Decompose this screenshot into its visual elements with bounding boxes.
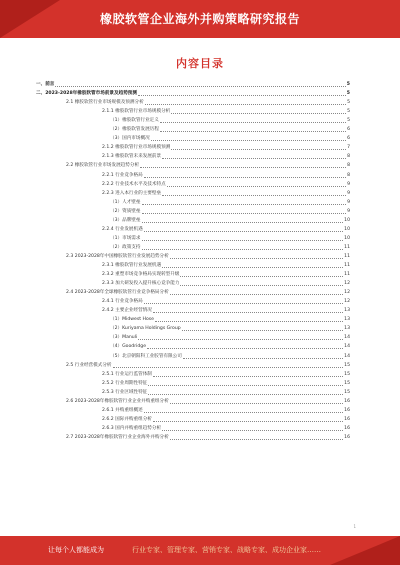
toc-entry-title: 2.1.1 橡胶软管行业市场规模分析 [102,109,171,115]
toc-dot-leader [140,167,346,168]
toc-dot-leader [180,285,343,286]
toc-entry-page: 16 [344,416,350,422]
toc-entry-title: （2）政策支持 [110,244,141,250]
toc-entry-title: 2.1 橡胶软管行业市场规模及预测分析 [66,100,144,106]
toc-entry-title: 2.2.2 行业技术水平及技术特点 [102,181,166,187]
toc-entry-page: 6 [347,136,350,142]
toc-entry[interactable] [66,433,350,442]
toc-dot-leader [183,358,343,359]
toc-entry-page: 8 [347,154,350,160]
toc-entry-title: 2.2.4 行业发展机遇 [102,226,143,232]
toc-entry-page: 5 [347,109,350,115]
report-title: 橡胶软管企业海外并购策略研究报告 [99,12,300,26]
toc-entry-page: 12 [344,290,350,296]
toc-entry[interactable] [110,134,350,143]
toc-dot-leader [145,104,346,105]
toc-heading: 内容目录 [176,57,224,70]
toc-entry[interactable] [102,297,350,306]
toc-entry[interactable] [102,107,350,116]
toc-entry-page: 13 [344,326,350,332]
footer-bar [0,536,400,565]
toc-entry[interactable] [102,143,350,152]
toc-entry-page: 11 [344,253,350,259]
toc-entry-page: 16 [344,425,350,431]
toc-dot-leader [162,195,346,196]
toc-entry-title: 2.5.2 行业周期性特征 [102,380,148,386]
toc-entry-title: 2.7 2023-2028年橡胶软管行业企业海外并购分析 [66,434,169,440]
toc-entry[interactable] [110,207,350,216]
toc-dot-leader [171,113,346,114]
toc-entry[interactable] [66,397,350,406]
toc-entry-page: 15 [344,389,350,395]
toc-dot-leader [148,394,343,395]
toc-entry-page: 5 [347,118,350,124]
toc-entry[interactable] [102,171,350,180]
toc-entry[interactable] [102,279,350,288]
toc-entry-page: 11 [344,272,350,278]
toc-dot-leader [162,158,346,159]
footer-corner-decoration [330,536,400,565]
toc-entry-title: 2.6.2 国际并购重组分析 [102,416,152,422]
toc-dot-leader [138,339,343,340]
toc-dot-leader [142,213,347,214]
toc-dot-leader [170,403,343,404]
toc-entry[interactable] [110,315,350,324]
toc-dot-leader [142,240,344,241]
toc-dot-leader [144,231,343,232]
toc-entry-title: （3）品牌壁垒 [110,217,141,223]
toc-dot-leader [155,321,343,322]
toc-entry-page: 15 [344,371,350,377]
toc-entry-title: （2）橡胶软管发展历程 [110,127,159,133]
toc-entry[interactable] [110,216,350,225]
toc-entry-title: （4）Goodridge [110,344,147,350]
toc-entry-page: 15 [344,380,350,386]
toc-entry[interactable] [102,270,350,279]
toc-dot-leader [180,276,343,277]
toc-dot-leader [160,131,346,132]
toc-entry[interactable] [110,324,350,333]
toc-entry[interactable] [102,406,350,415]
toc-entry[interactable] [66,252,350,261]
toc-entry[interactable] [102,180,350,189]
toc-entry-title: （1）人才壁垒 [110,199,141,205]
toc-dot-leader [142,204,347,205]
toc-dot-leader [162,267,343,268]
toc-dot-leader [170,439,343,440]
toc-entry-title: 2.6 2023-2028年橡胶软管行业企业并购重组分析 [66,398,169,404]
footer-slogan-right: 行业专家、管理专家、营销专家、战略专家、成功企业家…… [132,546,321,554]
toc-dot-leader [138,95,346,96]
toc-entry[interactable] [102,261,350,270]
toc-dot-leader [160,122,346,123]
toc-dot-leader [147,348,343,349]
toc-entry[interactable] [66,288,350,297]
toc-dot-leader [153,376,343,377]
toc-entry-title: （5）北京朝阳科工业胶管有限公司 [110,353,182,359]
toc-entry[interactable] [36,80,350,89]
toc-entry[interactable] [102,189,350,198]
toc-entry[interactable] [102,388,350,397]
toc-entry-title: 2.5 行业经营模式分析 [66,362,112,368]
toc-dot-leader [170,294,343,295]
toc-entry-page: 9 [347,190,350,196]
toc-entry[interactable] [110,352,350,361]
toc-entry-title: 2.2.1 行业竞争格局 [102,172,143,178]
toc-entry-title: 2.6.3 国内并购重组趋势分析 [102,425,162,431]
toc-dot-leader [144,303,343,304]
toc-entry-title: 2.1.3 橡胶软管未来发展前景 [102,154,162,160]
toc-entry-page: 5 [347,100,350,106]
toc-dot-leader [167,186,346,187]
toc-entry-title: 2.3 2023-2028年中国橡胶软管行业发展趋势分析 [66,253,169,259]
toc-entry[interactable] [102,379,350,388]
toc-entry-title: （2）资质壁垒 [110,208,141,214]
toc-entry[interactable] [110,342,350,351]
toc-dot-leader [162,430,343,431]
toc-entry-title: 2.4.2 主要企业经营情况 [102,308,152,314]
toc-dot-leader [153,421,343,422]
toc-entry[interactable] [66,98,350,107]
toc-entry-title: 2.3.1 橡胶软管行业发展机遇 [102,263,162,268]
toc-entry-page: 13 [344,317,350,323]
toc-entry-page: 16 [344,407,350,413]
toc-dot-leader [142,249,344,250]
toc-entry[interactable] [110,116,350,125]
toc-entry[interactable] [102,306,350,315]
toc-dot-leader [55,86,345,87]
toc-entry-title: （1）Midwest Hose [110,317,154,323]
toc-entry[interactable] [102,424,350,433]
toc-entry-page: 6 [347,127,350,133]
toc-entry-page: 5 [346,82,350,87]
toc-entry-page: 14 [344,335,350,341]
toc-entry[interactable] [110,125,350,134]
toc-entry-title: （3）Manuli [110,335,138,341]
toc-entry-title: 一、前言 [36,82,55,87]
toc-entry[interactable] [110,333,350,342]
toc-entry-page: 16 [344,434,350,440]
toc-entry-title: （2）Kuriyama Holdings Group [110,326,181,332]
toc-entry-page: 7 [347,145,350,151]
toc-entry-page: 11 [344,244,350,250]
toc-entry[interactable] [66,361,350,370]
toc-entry-page: 15 [344,362,350,368]
toc-dot-leader [148,385,343,386]
toc-entry-page: 9 [347,199,350,205]
toc-entry-page: 16 [344,398,350,404]
toc-entry-title: 2.5.1 行业运行监管体制 [102,371,152,377]
toc-dot-leader [182,330,343,331]
toc-entry-title: （3）国内市场概况 [110,136,150,142]
toc-entry-page: 10 [344,235,350,241]
toc-entry-page: 8 [347,172,350,178]
toc-entry-page: 12 [344,281,350,287]
toc-entry[interactable] [110,198,350,207]
toc-entry-page: 11 [344,263,350,268]
toc-entry-page: 5 [346,91,350,97]
toc-entry[interactable] [102,152,350,161]
page-number: 1 [353,524,356,529]
toc-entry-title: 2.6.1 并购重组概述 [102,407,143,413]
toc-entry-title: 2.2 橡胶软管行业市场发展趋势分析 [66,163,140,169]
toc-entry-page: 9 [347,208,350,214]
toc-entry-page: 9 [347,181,350,187]
toc-dot-leader [142,222,344,223]
toc-entry-title: 2.4.1 行业竞争格局 [102,299,143,305]
toc-entry[interactable] [102,225,350,234]
toc-entry[interactable] [102,370,350,379]
toc-entry-page: 10 [344,217,350,223]
toc-entry-page: 12 [344,299,350,305]
footer-slogan-left: 让每个人都能成为 [48,546,104,554]
toc-entry-title: 2.4 2023-2028年全球橡胶软管行业竞争格局分析 [66,290,169,296]
toc-entry[interactable] [102,415,350,424]
toc-dot-leader [170,258,343,259]
toc-entry-title: 2.2.3 进入本行业的主要壁垒 [102,190,162,196]
toc-entry-page: 13 [344,308,350,314]
toc-dot-leader [153,312,343,313]
toc-entry[interactable] [36,89,350,98]
toc-entry-title: 2.3.3 加大研发投入提升核心竞争能力 [102,281,180,287]
toc-dot-leader [144,412,343,413]
toc-entry-title: 2.3.2 重塑市场竞争格局实现转型升级 [102,272,180,278]
toc-entry-page: 8 [347,163,350,169]
toc-entry[interactable] [110,243,350,252]
toc-entry-title: 二、2023-2028年橡胶软管市场前景及趋势预测 [36,91,137,97]
toc-entry[interactable] [66,161,350,170]
toc-entry-page: 14 [344,353,350,359]
toc-dot-leader [171,149,346,150]
toc-entry-title: （1）市场需求 [110,235,141,241]
report-header-bar [0,0,400,38]
toc-entry-page: 14 [344,344,350,350]
toc-dot-leader [151,140,346,141]
toc-dot-leader [113,367,344,368]
toc-entry-title: 2.1.2 橡胶软管行业市场规模预测 [102,145,171,151]
toc-entry-page: 10 [344,226,350,232]
toc-dot-leader [144,177,346,178]
toc-entry-title: 2.5.3 行业区域性特征 [102,389,148,395]
toc-entry[interactable] [110,234,350,243]
toc-entry-title: （1）橡胶软管行业定义 [110,118,159,124]
